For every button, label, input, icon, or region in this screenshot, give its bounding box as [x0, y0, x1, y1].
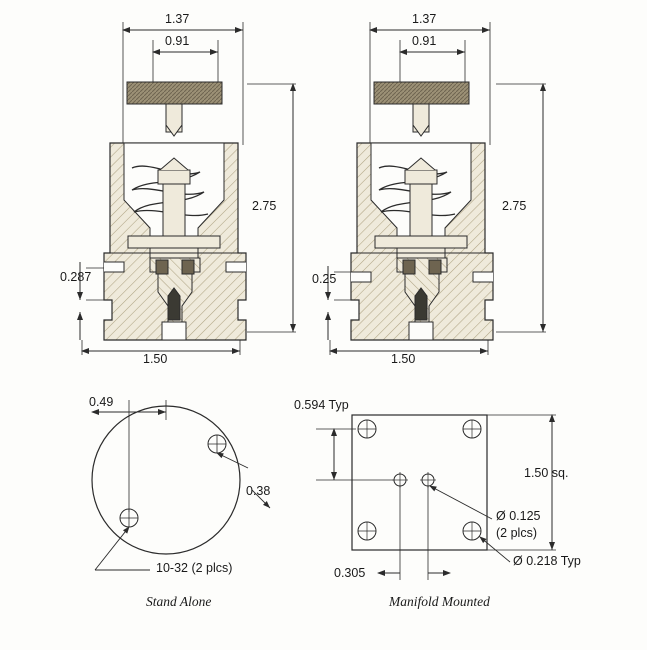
- dim-label-tr-2: 0.91: [412, 34, 437, 48]
- dim-label-tl-1: 1.37: [165, 12, 190, 26]
- caption-manifold-mounted: Manifold Mounted: [389, 594, 490, 609]
- dim-label-tl-5: 1.50: [143, 352, 168, 366]
- dim-label-br-3: Ø 0.125: [496, 509, 541, 523]
- dim-label-br-4: (2 plcs): [496, 526, 537, 540]
- dim-label-tl-3: 2.75: [252, 199, 277, 213]
- dim-label-br-1: 0.594 Typ: [294, 398, 349, 412]
- dim-label-tr-4: 0.25: [312, 272, 337, 286]
- dim-label-bl-3: 10-32 (2 plcs): [156, 561, 233, 575]
- view-stand-alone-section: [80, 22, 296, 355]
- caption-stand-alone: Stand Alone: [146, 594, 212, 609]
- dim-label-tr-5: 1.50: [391, 352, 416, 366]
- view-manifold-mounted-section: [328, 22, 546, 355]
- dim-label-br-6: 0.305: [334, 566, 366, 580]
- dim-label-bl-2: 0.38: [246, 484, 271, 498]
- dim-label-bl-1: 0.49: [89, 395, 114, 409]
- dim-label-tl-4: 0.287: [60, 270, 92, 284]
- dim-label-br-2: 1.50 sq.: [524, 466, 569, 480]
- dim-label-tl-2: 0.91: [165, 34, 190, 48]
- dim-label-tr-3: 2.75: [502, 199, 527, 213]
- view-stand-alone-plan: [92, 400, 270, 570]
- dim-label-br-5: Ø 0.218 Typ: [513, 554, 581, 568]
- dim-label-tr-1: 1.37: [412, 12, 437, 26]
